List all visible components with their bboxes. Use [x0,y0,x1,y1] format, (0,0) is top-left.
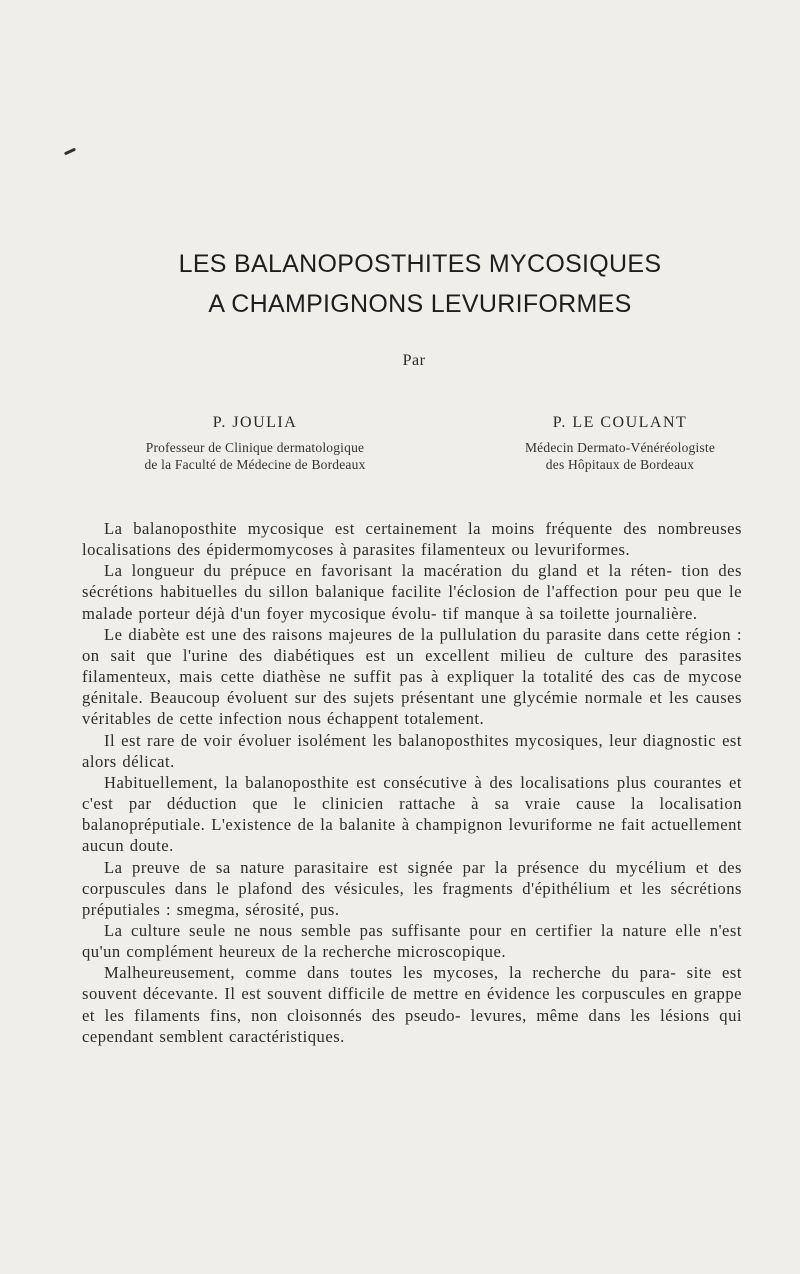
author-role-line-1: Médecin Dermato-Vénéréologiste [524,440,716,455]
paragraph: Il est rare de voir évoluer isolément les balanoposthites mycosiques, leur diagnostic est alors délicat. [82,730,742,771]
title-line-1: LES BALANOPOSTHITES MYCOSIQUES [178,250,662,278]
author-name: P. JOULIA [212,414,298,431]
author-le-coulant [470,412,770,473]
paragraph: La longueur du prépuce en favorisant la macération du gland et la réten- tion des sécrétions habituelles du sillon balanique facilite l'éclosion de l'affection pour peu que le malade porteur déjà d'un foyer mycosique évolu- tif manque à sa toilette journalière. [82,561,742,623]
paragraph: Le diabète est une des raisons majeures de la pullulation du parasite dans cette région : on sait que l'urine des diabétiques est un excellent milieu de culture des parasites filamenteux, mais cette diathèse ne suffit pas à expliquer la totalité des cas de mycose génitale. Beaucoup évoluent sur des sujets présentant une glycémie normale et les causes véritables de cette infection nous échappent totalement. [82,624,742,729]
title-line-2: A CHAMPIGNONS LEVURIFORMES [208,290,632,318]
paragraph: Habituellement, la balanoposthite est consécutive à des localisations plus courantes et c'est par déduction que le clinicien rattache à sa vraie cause la localisation balanopréputiale. L'existence de la balanite à champignon levuriforme ne fait actuellement aucun doute. [82,772,742,856]
author-joulia [110,412,400,473]
paragraph: Malheureusement, comme dans toutes les mycoses, la recherche du para- site est souvent décevante. Il est souvent difficile de mettre en évidence les corpuscules en grappe et les filaments fins, non cloisonnés des pseudo- levures, même dans les lésions qui cependant semblent caractéristiques. [82,963,742,1046]
paragraph: La preuve de sa nature parasitaire est signée par la présence du mycélium et des corpuscules dans le plafond des vésicules, les fragments d'épithélium et les sécrétions préputiales : smegma, sérosité, pus. [82,857,742,919]
author-role-line-1: Professeur de Clinique dermatologique [145,440,365,455]
author-affiliation [110,439,400,473]
byline: Par [402,352,426,369]
author-role-line-2: de la Faculté de Médecine de Bordeaux [144,457,366,472]
article-title [80,244,760,324]
article-body [82,518,742,1047]
author-affiliation [470,439,770,473]
author-name: P. LE COULANT [552,414,688,431]
paragraph: La balanoposthite mycosique est certainement la moins fréquente des nombreuses localisations des épidermomycoses à parasites filamenteux ou levuriformes. [82,519,742,560]
paragraph: La culture seule ne nous semble pas suffisante pour en certifier la nature elle n'est qu'un complément heureux de la recherche microscopique. [82,920,742,962]
author-role-line-2: des Hôpitaux de Bordeaux [545,457,695,472]
ink-mark [64,148,76,156]
